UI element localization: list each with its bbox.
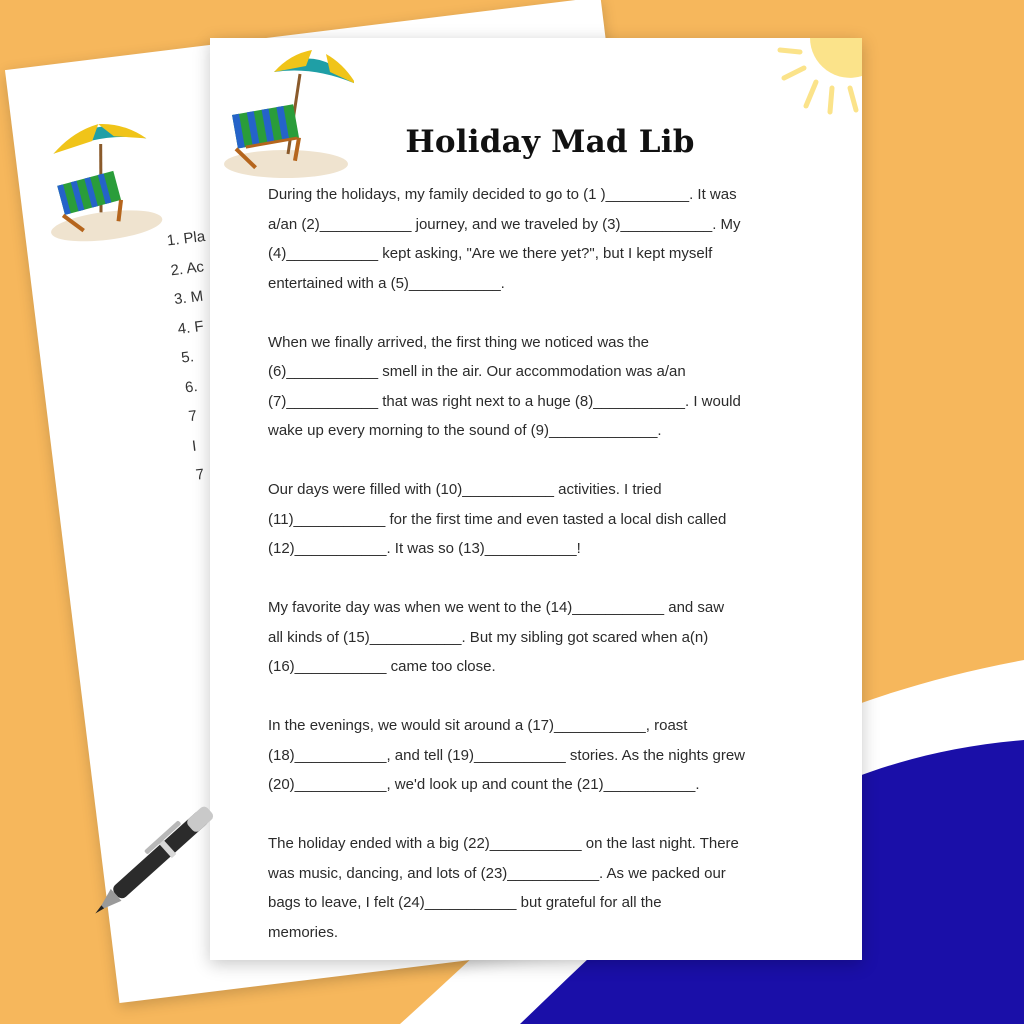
story-line: (7)___________ that was right next to a huge (8)___________. I would	[268, 392, 741, 410]
mad-lib-story	[268, 180, 828, 977]
story-line: (6)___________ smell in the air. Our accommodation was a/an	[268, 363, 686, 380]
beach-chair-umbrella-icon	[214, 44, 354, 184]
story-line: (20)___________, we'd look up and count the (21)___________.	[268, 776, 700, 793]
beach-chair-umbrella-icon	[32, 108, 167, 252]
story-line: entertained with a (5)___________.	[268, 274, 505, 292]
list-item: 1. Pla	[165, 227, 207, 250]
story-line: (11)___________ for the first time and even tasted a local dish called	[268, 510, 727, 528]
story-line: was music, dancing, and lots of (23)___________. As we packed our	[268, 864, 726, 882]
story-line: a/an (2)___________ journey, and we traveled by (3)___________. My	[268, 215, 741, 233]
story-line: all kinds of (15)___________. But my sibling got scared when a(n)	[268, 628, 709, 646]
story-line: bags to leave, I felt (24)___________ but grateful for all the	[268, 894, 662, 911]
story-line: The holiday ended with a big (22)___________ on the last night. There	[268, 835, 739, 852]
list-item: 7	[187, 407, 198, 426]
story-paragraph	[268, 475, 828, 564]
list-item: 3. M	[173, 287, 205, 309]
story-line: (12)___________. It was so (13)___________!	[268, 540, 581, 557]
story-line: Our days were filled with (10)___________ activities. I tried	[268, 481, 662, 498]
front-worksheet	[210, 38, 862, 960]
pen-icon	[72, 778, 242, 938]
story-paragraph	[268, 328, 828, 446]
list-item: 7	[194, 465, 206, 484]
story-line: During the holidays, my family decided to go to (1 )__________. It was	[268, 186, 737, 203]
list-item: 2. Ac	[169, 257, 205, 279]
list-item: 5.	[180, 348, 195, 367]
list-item: 4. F	[176, 317, 205, 338]
story-line: In the evenings, we would sit around a (17)___________, roast	[268, 717, 688, 734]
story-paragraph	[268, 711, 828, 800]
story-line: My favorite day was when we went to the (14)___________ and saw	[268, 599, 725, 616]
story-line: memories.	[268, 923, 339, 941]
story-line: (16)___________ came too close.	[268, 658, 496, 675]
sun-icon	[770, 38, 862, 118]
story-line: wake up every morning to the sound of (9)_____________.	[268, 422, 662, 439]
story-paragraph	[268, 180, 828, 298]
list-item: I	[191, 437, 198, 455]
worksheet-title: Holiday Mad Lib	[405, 124, 695, 160]
story-paragraph	[268, 593, 828, 682]
story-line: (4)___________ kept asking, "Are we there yet?", but I kept myself	[268, 245, 713, 262]
story-line: When we finally arrived, the first thing we noticed was the	[268, 333, 650, 351]
story-paragraph	[268, 829, 828, 947]
story-line: (18)___________, and tell (19)___________ stories. As the nights grew	[268, 746, 746, 764]
list-item: 6.	[183, 377, 199, 396]
